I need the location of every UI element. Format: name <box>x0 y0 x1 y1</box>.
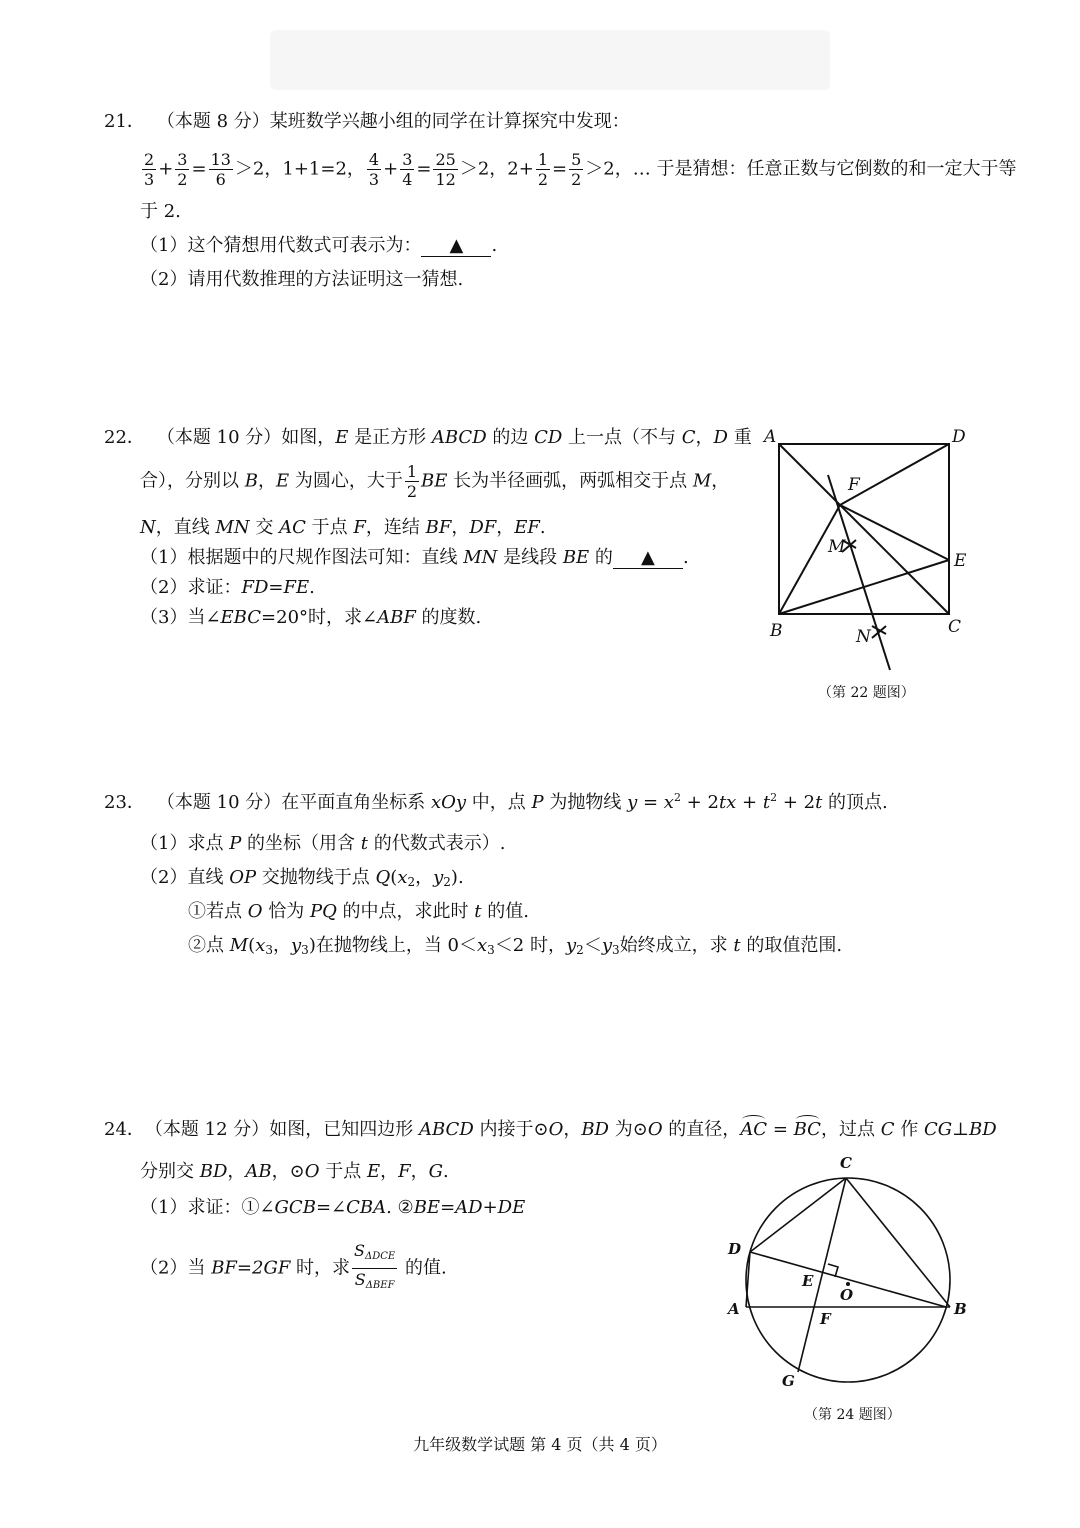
q24-part2: （2）当 BF=2GF 时，求 $\frac{S_{\Delta DCE}}{S_{\Delta BEF}}$ 的值. <box>140 1240 447 1297</box>
q24-part1: （1）求证：①∠GCB=∠CBA. ②BE=AD+DE <box>140 1197 526 1218</box>
label-m: M <box>828 537 846 557</box>
q21-line3: 于 2. <box>140 201 181 222</box>
q22-part2: （2）求证：FD=FE. <box>140 577 315 598</box>
q24-line2: 分别交 BD，AB，⊙O 于点 E，F，G. <box>140 1161 449 1182</box>
q21-part2: （2）请用代数推理的方法证明这一猜想. <box>140 269 464 290</box>
arc-bc: BC <box>793 1119 821 1140</box>
q23-part1: （1）求点 P 的坐标（用含 t 的代数式表示）. <box>140 833 506 854</box>
q22-figure <box>760 420 980 680</box>
label-f: F <box>820 1310 831 1328</box>
chord-cd <box>750 1178 846 1252</box>
label-c: C <box>840 1154 852 1172</box>
q24-figure <box>720 1150 980 1398</box>
q23-sub1: ①若点 O 恰为 PQ 的中点，求此时 t 的值. <box>188 901 529 922</box>
arc-ac: AC <box>740 1119 768 1140</box>
q22-caption: （第 22 题图） <box>818 685 915 701</box>
q23-line1: 23． （本题 10 分）在平面直角坐标系 xOy 中，点 P 为抛物线 $y = x^2 + 2tx + t^2 + 2t$ 的顶点. <box>104 791 888 813</box>
fraction-half: $\frac{1}{2}$ <box>406 462 418 501</box>
answer-blank: ▲ <box>421 236 491 257</box>
q22-part1: （1）根据题中的尺规作图法可知：直线 MN 是线段 BE 的 ▲ . <box>140 547 689 568</box>
fraction: $\frac{3}{4}$ <box>402 150 413 189</box>
q24-line1: 24．（本题 12 分）如图，已知四边形 ABCD 内接于⊙O，BD 为⊙O 的直径，AC = BC，过点 C 作 CG⊥BD <box>104 1119 997 1140</box>
label-g: G <box>782 1372 795 1390</box>
q22-part3: （3）当∠EBC=20°时，求∠ABF 的度数. <box>140 607 482 628</box>
q22-line2: 合），分别以 B，E 为圆心，大于 $\frac{1}{2}$ BE 长为半径画弧，两弧相交于点 M， <box>140 462 730 501</box>
label-f: F <box>848 475 860 495</box>
label-b: B <box>954 1300 967 1318</box>
q24-caption: （第 24 题图） <box>804 1407 901 1423</box>
header-smudge <box>270 30 830 90</box>
page-footer: 九年级数学试题 第 4 页（共 4 页） <box>413 1435 667 1454</box>
q23-sub2: ②点 $M(x_3$，$y_3$)在抛物线上，当 $0<x_3<2$ 时，$y_2<y_3$始终成立，求 t 的取值范围. <box>188 935 843 957</box>
fraction: $\frac{2}{3}$ <box>144 150 155 189</box>
fraction: $\frac{1}{2}$ <box>537 150 549 189</box>
fraction: $\frac{3}{2}$ <box>177 150 188 189</box>
fraction: $\frac{4}{3}$ <box>368 150 380 189</box>
answer-blank: ▲ <box>613 548 683 569</box>
q23-part2: （2）直线 OP 交抛物线于点 $Q(x_2$，$y_2$). <box>140 867 464 889</box>
fraction: $\frac{13}{6}$ <box>210 150 231 189</box>
q22-line1: 22． （本题 10 分）如图，E 是正方形 ABCD 的边 CD 上一点（不与 C，D 重 <box>104 427 752 448</box>
label-n: N <box>856 627 871 647</box>
label-a: A <box>764 427 777 447</box>
label-e: E <box>802 1272 814 1290</box>
q22-line3: N，直线 MN 交 AC 于点 F，连结 BF，DF，EF. <box>140 517 546 538</box>
label-a: A <box>728 1300 740 1318</box>
q21-header: 21． （本题 8 分）某班数学兴趣小组的同学在计算探究中发现： <box>104 111 630 132</box>
label-e: E <box>954 551 967 571</box>
label-c: C <box>948 617 962 637</box>
q21-part1: （1）这个猜想用代数式可表示为： ▲ . <box>140 235 498 256</box>
fraction: $\frac{25}{12}$ <box>435 150 456 189</box>
label-d: D <box>952 427 966 447</box>
fraction: $\frac{5}{2}$ <box>571 150 582 189</box>
q21-formula-line: $\frac{2}{3}$ + $\frac{3}{2}$ = $\frac{13}{6}$ ＞2，1+1=2， $\frac{4}{3}$ + $\frac{3}{4}$ = $\frac{25}{12}$ ＞2，2+ $\frac{1}{2}$ = $\frac{5}{2}$ ＞2，… 于是猜想：任意正数与它倒数的和一定大于等 <box>144 150 1017 189</box>
chord-cb <box>846 1178 950 1307</box>
area-ratio-fraction: $\frac{S_{\Delta DCE}}{S_{\Delta BEF}}$ <box>354 1241 396 1291</box>
label-o: O <box>840 1286 854 1304</box>
label-b: B <box>770 621 783 641</box>
label-d: D <box>728 1240 742 1258</box>
segment-ef <box>840 505 949 560</box>
